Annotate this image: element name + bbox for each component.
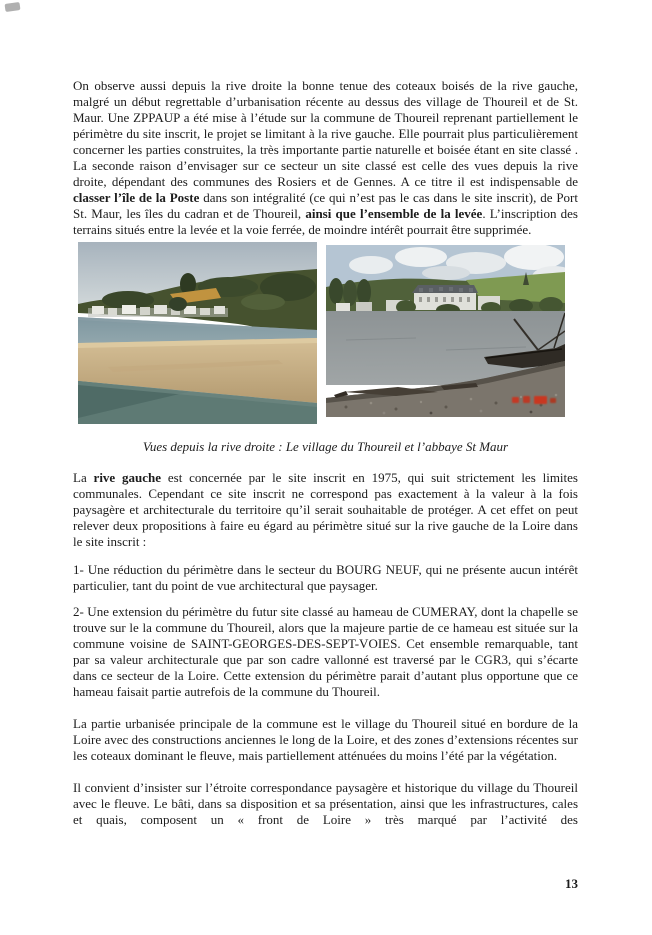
paragraph-rive-gauche: La rive gauche est concernée par le site inscrit en 1975, qui suit strictement les limites communales. Cependant ce site inscrit ne correspond pas exactement à la valeur à la fois paysagère et architecturale du territoire qu’il serait souhaitable de protéger. A cet effet on peut relever deux propositions à faire eu égard au périmètre situé sur la rive gauche de la Loire dans le site inscrit : [73, 470, 578, 549]
photo-thoureil-village [78, 242, 317, 424]
body-text [73, 78, 578, 828]
paragraph-rive-droite: On observe aussi depuis la rive droite la bonne tenue des coteaux boisés de la rive gauche, malgré un début regrettable d’urbanisation récente au dessus des village de Thoureil et de St. Maur. Une ZPPAUP a été mise à l’étude sur la commune de Thoureil reprenant partiellement le périmètre du site inscrit, le projet se limitant à la rive gauche. Elle pourrait plus particulièrement concerner les parties construites, la très importante partie naturelle et boisée étant en site classé . La seconde raison d’envisager sur ce secteur un site classé est celle des vues depuis la rive droite, dépendant des communes des Rosiers et de Gennes. A ce titre il est indispensable de classer l’île de la Poste dans son intégralité (ce qui n’est pas le cas dans le site inscrit), de Port St. Maur, les îles du cadran et de Thoureil, ainsi que l’ensemble de la levée. L’inscription des terrains situés entre la levée et la voie ferrée, de moindre intérêt pourrait être supprimée. [73, 78, 578, 237]
paragraph-item-1-bourg-neuf: 1- Une réduction du périmètre dans le secteur du BOURG NEUF, qui ne présente aucun intérêt particulier, tant du point de vue architectural que paysager. [73, 562, 578, 593]
photo-abbaye-st-maur [326, 245, 565, 417]
figure-caption: Vues depuis la rive droite : Le village du Thoureil et l’abbaye St Maur [142, 439, 509, 454]
paragraph-front-de-loire: Il convient d’insister sur l’étroite correspondance paysagère et historique du village du Thoureil avec le fleuve. Le bâti, dans sa disposition et sa présentation, ainsi que les infrastructures, cales et quais, composent un « front de Loire » très marqué par l’activité des [73, 780, 578, 827]
page-number: 13 [565, 876, 578, 891]
scan-artifact [5, 2, 21, 12]
figure-row [78, 242, 578, 424]
paragraph-item-2-cumeray: 2- Une extension du périmètre du futur site classé au hameau de CUMERAY, dont la chapelle se trouve sur le la commune du Thoureil, alors que la majeure partie de ce hameau est située sur la commune voisine de SAINT-GEORGES-DES-SEPT-VOIES. Cet ensemble remarquable, tant par sa valeur architecturale que par son cadre vallonné est traversé par le CGR3, qui s’écarte dans ce secteur de la Loire. Cette extension du périmètre parait d’autant plus opportune que ce hameau faisait partie autrefois de la commune du Thoureil. [73, 604, 578, 699]
paragraph-partie-urbanisee: La partie urbanisée principale de la commune est le village du Thoureil situé en bordure de la Loire avec des constructions anciennes le long de la Loire, et des zones d’extensions récentes sur les coteaux dominant le fleuve, mais partiellement atténuées du moins l’été par la végétation. [73, 716, 578, 763]
